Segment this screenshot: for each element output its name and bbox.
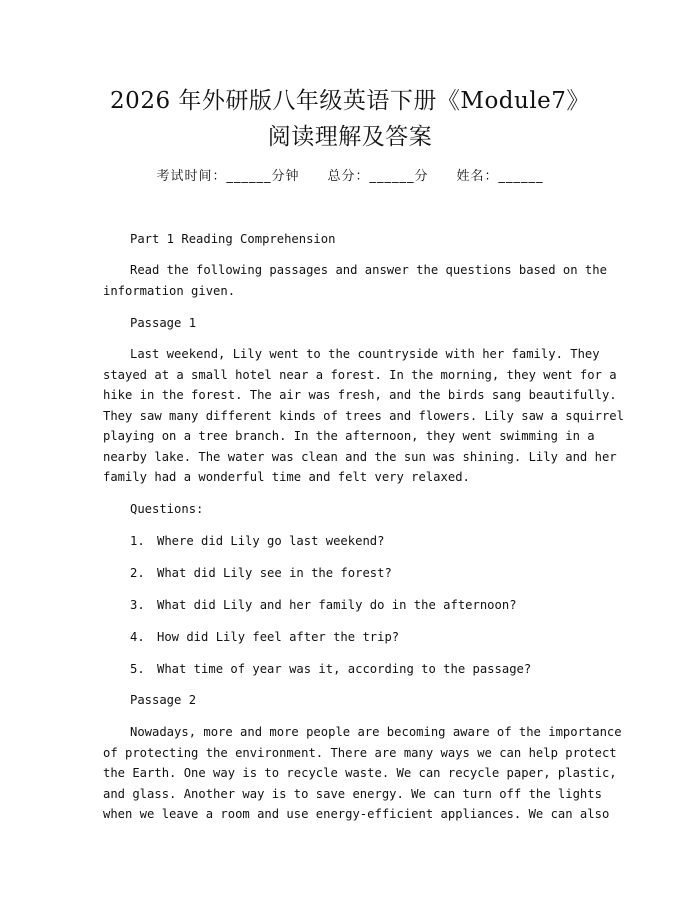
document-title-line1: 2026 年外研版八年级英语下册《Module7》 xyxy=(110,88,590,114)
passage2-line: when we leave a room and use energy-efficient appliances. We can also xyxy=(103,807,610,821)
exam-time-label: 考试时间：______分钟 xyxy=(156,169,300,184)
passage1-line: nearby lake. The water was clean and the sun was shining. Lily and her xyxy=(103,450,617,464)
instructions-line: Read the following passages and answer the questions based on the xyxy=(130,263,607,277)
passage1-line: playing on a tree branch. In the afternoon, they went swimming in a xyxy=(103,429,595,443)
document-title-line2: 阅读理解及答案 xyxy=(267,124,433,150)
passage2-line: the Earth. One way is to recycle waste. We can recycle paper, plastic, xyxy=(103,766,617,780)
question-text: How did Lily feel after the trip? xyxy=(157,630,400,644)
passage1-line: stayed at a small hotel near a forest. In the morning, they went for a xyxy=(103,368,617,382)
name-label: 姓名：______ xyxy=(456,169,544,184)
total-score-label: 总分：______分 xyxy=(327,169,429,184)
question-number: 4. xyxy=(130,630,145,644)
exam-info-row xyxy=(0,167,700,187)
passage2-line: Nowadays, more and more people are becoming aware of the importance xyxy=(130,725,622,739)
passage1-heading: Passage 1 xyxy=(130,316,197,330)
passage1-line: family had a wonderful time and felt very relaxed. xyxy=(103,470,470,484)
question-number: 5. xyxy=(130,662,145,676)
question-number: 3. xyxy=(130,598,145,612)
instructions-line: information given. xyxy=(103,284,236,298)
question-text: Where did Lily go last weekend? xyxy=(157,534,385,548)
passage2-line: and glass. Another way is to save energy. We can turn off the lights xyxy=(103,787,602,801)
question-text: What did Lily see in the forest? xyxy=(157,566,392,580)
passage1-line: They saw many different kinds of trees and flowers. Lily saw a squirrel xyxy=(103,409,624,423)
question-number: 2. xyxy=(130,566,145,580)
questions-heading: Questions: xyxy=(130,502,204,516)
passage1-line: hike in the forest. The air was fresh, and the birds sang beautifully. xyxy=(103,388,617,402)
passage2-line: of protecting the environment. There are many ways we can help protect xyxy=(103,746,617,760)
part-heading: Part 1 Reading Comprehension xyxy=(130,232,336,246)
passage1-line: Last weekend, Lily went to the countryside with her family. They xyxy=(130,347,600,361)
question-text: What time of year was it, according to the passage? xyxy=(157,662,532,676)
passage2-heading: Passage 2 xyxy=(130,693,197,707)
question-text: What did Lily and her family do in the afternoon? xyxy=(157,598,517,612)
question-number: 1. xyxy=(130,534,145,548)
